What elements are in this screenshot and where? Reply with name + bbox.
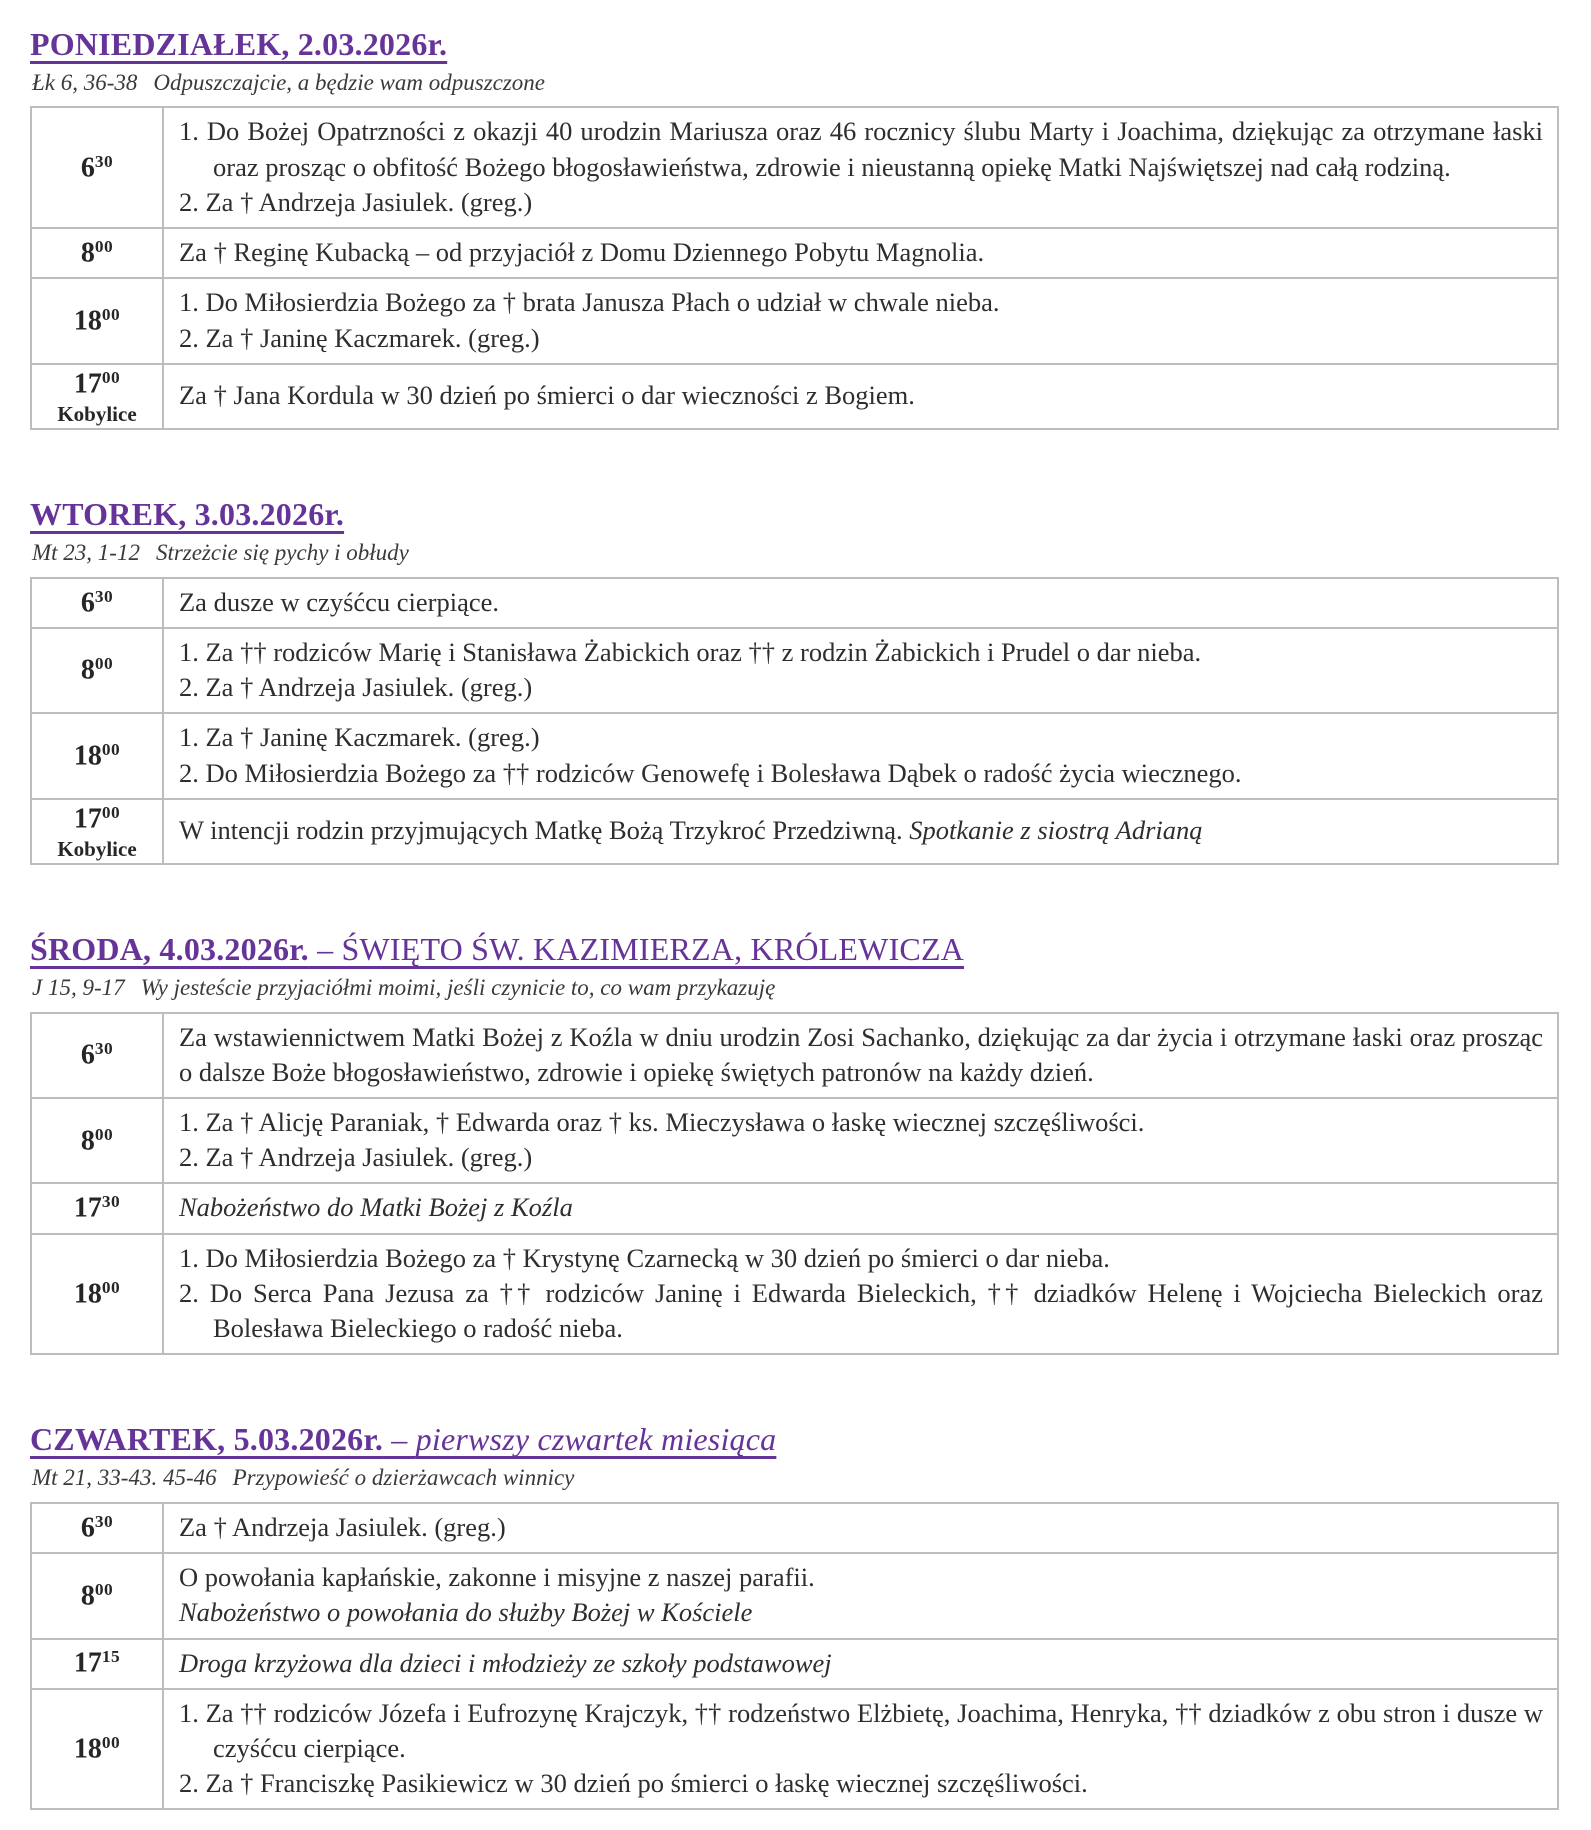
time-minutes: 00 xyxy=(101,802,121,822)
time-cell xyxy=(31,799,163,864)
intention-line xyxy=(179,235,1543,270)
intentions-cell xyxy=(163,1553,1558,1638)
intention-line xyxy=(179,1560,1543,1595)
intention-text: Spotkanie z siostrą Adrianą xyxy=(909,815,1203,846)
intentions-cell xyxy=(163,228,1558,278)
intention-text: 2. Za † Andrzeja Jasiulek. (greg.) xyxy=(179,1142,533,1173)
intentions-cell xyxy=(163,1639,1558,1689)
intentions-cell xyxy=(163,1098,1558,1183)
intention-text: 2. Za † Andrzeja Jasiulek. (greg.) xyxy=(179,672,533,703)
reading-description: Strzeżcie się pychy i obłudy xyxy=(155,539,409,565)
table-row xyxy=(31,364,1558,429)
intentions-cell xyxy=(163,628,1558,713)
time-cell xyxy=(31,228,163,278)
day-heading-underline xyxy=(30,1421,776,1457)
intention-line xyxy=(179,756,1543,791)
reading-line xyxy=(32,974,1559,1002)
time-minutes: 00 xyxy=(94,1579,114,1599)
time-hour: 18 xyxy=(73,740,102,772)
intention-line xyxy=(179,1766,1543,1801)
time-hour: 18 xyxy=(73,305,102,337)
time-place: Kobylice xyxy=(57,837,137,862)
time-cell xyxy=(31,1234,163,1355)
mass-table xyxy=(30,1502,1559,1811)
time-hour: 17 xyxy=(73,1192,102,1224)
time-cell xyxy=(31,1553,163,1638)
day-heading xyxy=(30,1421,1559,1458)
reading-description: Przypowieść o dzierżawcach winnicy xyxy=(232,1465,575,1491)
time-minutes: 30 xyxy=(94,151,114,171)
time-hour: 6 xyxy=(80,587,95,619)
time-minutes: 00 xyxy=(101,739,121,759)
intention-line xyxy=(179,1140,1543,1175)
day-heading-segment: WTOREK, 3.03.2026r. xyxy=(30,496,345,533)
table-row xyxy=(31,1689,1558,1810)
intention-line xyxy=(179,285,1543,320)
time-hour: 17 xyxy=(73,1647,102,1679)
intention-text: O powołania kapłańskie, zakonne i misyjne z naszej parafii. xyxy=(179,1562,815,1593)
time-hour: 17 xyxy=(73,368,102,400)
reading-line xyxy=(32,539,1559,567)
time-minutes: 00 xyxy=(94,237,114,257)
table-row xyxy=(31,713,1558,798)
reading-reference: Mt 23, 1-12 xyxy=(32,539,140,565)
intention-text: 2. Za † Andrzeja Jasiulek. (greg.) xyxy=(179,186,533,217)
intention-line xyxy=(179,378,1543,413)
time-minutes: 00 xyxy=(94,654,114,674)
time-place: Kobylice xyxy=(57,402,137,427)
day-heading-segment: CZWARTEK, 5.03.2026r. xyxy=(30,1421,384,1458)
day-section xyxy=(30,26,1559,430)
intentions-cell xyxy=(163,578,1558,628)
day-heading-segment: – ŚWIĘTO ŚW. KAZIMIERZA, KRÓLEWICZA xyxy=(308,931,965,968)
time-minutes: 00 xyxy=(101,1732,121,1752)
day-section xyxy=(30,1421,1559,1810)
intention-line xyxy=(179,321,1543,356)
table-row xyxy=(31,578,1558,628)
mass-table xyxy=(30,577,1559,866)
time-minutes: 00 xyxy=(101,1277,121,1297)
intention-line xyxy=(179,1696,1543,1766)
table-row xyxy=(31,107,1558,228)
mass-table xyxy=(30,106,1559,430)
time-minutes: 00 xyxy=(101,304,121,324)
intention-line xyxy=(179,635,1543,670)
reading-reference: Łk 6, 36-38 xyxy=(32,69,138,95)
intention-text: Za wstawiennictwem Matki Bożej z Koźla w dniu urodzin Zosi Sachanko, dziękując za dar życia i otrzymane łaski oraz prosząc o dalsze Boże błogosławieństwo, zdrowie i opiekę świętych patronów na każdy dzień. xyxy=(179,1021,1543,1087)
day-heading xyxy=(30,496,1559,533)
time-cell xyxy=(31,1689,163,1810)
intention-text: 2. Za † Janinę Kaczmarek. (greg.) xyxy=(179,322,540,353)
intention-line xyxy=(179,1510,1543,1545)
intention-line xyxy=(179,1020,1543,1090)
intention-line xyxy=(179,1276,1543,1346)
time-minutes: 00 xyxy=(101,367,121,387)
table-row xyxy=(31,799,1558,864)
intentions-cell xyxy=(163,1013,1558,1098)
reading-line xyxy=(32,1464,1559,1492)
time-hour: 6 xyxy=(80,1039,95,1071)
day-heading-segment: ŚRODA, 4.03.2026r. xyxy=(30,931,309,968)
intention-line xyxy=(179,1190,1543,1225)
time-cell xyxy=(31,1183,163,1233)
intention-text: 1. Za †† rodziców Marię i Stanisława Żabickich oraz †† z rodzin Żabickich i Prudel o dar nieba. xyxy=(179,636,1202,667)
sections-container xyxy=(30,26,1559,1810)
intention-line xyxy=(179,1241,1543,1276)
time-hour: 8 xyxy=(80,1580,95,1612)
table-row xyxy=(31,228,1558,278)
time-cell xyxy=(31,1639,163,1689)
intentions-cell xyxy=(163,1183,1558,1233)
day-heading xyxy=(30,26,1559,63)
intention-text: Nabożeństwo o powołania do służby Bożej w Kościele xyxy=(179,1597,753,1628)
intentions-cell xyxy=(163,107,1558,228)
day-heading-underline xyxy=(30,931,964,967)
table-row xyxy=(31,1553,1558,1638)
intention-text: 1. Do Miłosierdzia Bożego za † Krystynę Czarnecką w 30 dzień po śmierci o dar nieba. xyxy=(179,1242,1110,1273)
time-cell xyxy=(31,278,163,363)
intention-text: 1. Za †† rodziców Józefa i Eufrozynę Krajczyk, †† rodzeństwo Elżbietę, Joachima, Henryka, †† dziadków z obu stron i dusze w czyśćcu cierpiące. xyxy=(179,1697,1543,1763)
intention-line xyxy=(179,720,1543,755)
table-row xyxy=(31,1234,1558,1355)
reading-description: Odpuszczajcie, a będzie wam odpuszczone xyxy=(153,69,546,95)
intentions-cell xyxy=(163,799,1558,864)
intention-line xyxy=(179,114,1543,184)
time-hour: 17 xyxy=(73,803,102,835)
intention-text: 1. Za † Alicję Paraniak, † Edwarda oraz † ks. Mieczysława o łaskę wiecznej szczęśliwości. xyxy=(179,1107,1145,1137)
intention-text: Droga krzyżowa dla dzieci i młodzieży ze szkoły podstawowej xyxy=(179,1647,832,1678)
day-heading-underline xyxy=(30,496,344,532)
intention-text: Za † Andrzeja Jasiulek. (greg.) xyxy=(179,1511,506,1542)
time-hour: 18 xyxy=(73,1733,102,1765)
intentions-cell xyxy=(163,1503,1558,1553)
day-section xyxy=(30,931,1559,1355)
day-section xyxy=(30,496,1559,865)
day-heading-segment: – xyxy=(383,1421,416,1458)
bulletin-page xyxy=(30,26,1559,1810)
time-hour: 6 xyxy=(80,152,95,184)
time-cell xyxy=(31,1503,163,1553)
time-minutes: 00 xyxy=(94,1124,114,1144)
intention-text: 1. Za † Janinę Kaczmarek. (greg.) xyxy=(179,722,540,753)
intention-line xyxy=(179,585,1543,620)
time-hour: 8 xyxy=(80,237,95,269)
intention-line xyxy=(179,185,1543,220)
time-hour: 18 xyxy=(73,1278,102,1310)
intention-text: Za † Reginę Kubacką – od przyjaciół z Domu Dziennego Pobytu Magnolia. xyxy=(179,237,985,268)
intention-line xyxy=(179,1646,1543,1681)
intention-text: Za † Jana Kordula w 30 dzień po śmierci o dar wieczności z Bogiem. xyxy=(179,380,915,411)
intention-text: 1. Do Bożej Opatrzności z okazji 40 urodzin Mariusza oraz 46 rocznicy ślubu Marty i Joachima, dziękując za otrzymane łaski oraz prosząc o obfitość Bożego błogosławieństwa, zdrowie i nieustanną opiekę Matki Najświętszej nad całą rodziną. xyxy=(179,116,1543,182)
table-row xyxy=(31,1098,1558,1183)
table-row xyxy=(31,278,1558,363)
reading-reference: J 15, 9-17 xyxy=(32,974,125,1000)
reading-line xyxy=(32,69,1559,97)
time-cell xyxy=(31,1098,163,1183)
intentions-cell xyxy=(163,1689,1558,1810)
time-minutes: 30 xyxy=(94,1511,114,1531)
time-minutes: 30 xyxy=(101,1192,121,1212)
intention-text: 2. Do Miłosierdzia Bożego za †† rodziców Genowefę i Bolesława Dąbek o radość życia wiecznego. xyxy=(179,757,1242,788)
time-cell xyxy=(31,578,163,628)
time-hour: 8 xyxy=(80,654,95,686)
day-heading-segment: pierwszy czwartek miesiąca xyxy=(415,1421,777,1458)
table-row xyxy=(31,1183,1558,1233)
time-cell xyxy=(31,713,163,798)
reading-description: Wy jesteście przyjaciółmi moimi, jeśli czynicie to, co wam przykazuję xyxy=(140,974,776,1000)
intention-line xyxy=(179,813,1543,848)
time-cell xyxy=(31,628,163,713)
day-heading-underline xyxy=(30,26,447,62)
table-row xyxy=(31,1013,1558,1098)
intentions-cell xyxy=(163,713,1558,798)
intention-text: Za dusze w czyśćcu cierpiące. xyxy=(179,586,500,617)
intention-line xyxy=(179,670,1543,705)
intentions-cell xyxy=(163,278,1558,363)
intentions-cell xyxy=(163,1234,1558,1355)
table-row xyxy=(31,628,1558,713)
intention-line xyxy=(179,1105,1543,1140)
reading-reference: Mt 21, 33-43. 45-46 xyxy=(32,1465,217,1491)
time-minutes: 30 xyxy=(94,1039,114,1059)
time-minutes: 15 xyxy=(101,1647,121,1667)
intention-text: 1. Do Miłosierdzia Bożego za † brata Janusza Płach o udział w chwale nieba. xyxy=(179,287,1000,318)
intention-text: Nabożeństwo do Matki Bożej z Koźla xyxy=(179,1192,573,1223)
time-cell xyxy=(31,107,163,228)
time-cell xyxy=(31,364,163,429)
mass-table xyxy=(30,1012,1559,1356)
intention-text: 2. Za † Franciszkę Pasikiewicz w 30 dzień po śmierci o łaskę wiecznej szczęśliwości. xyxy=(179,1768,1088,1799)
table-row xyxy=(31,1503,1558,1553)
intention-line xyxy=(179,1595,1543,1630)
table-row xyxy=(31,1639,1558,1689)
intention-text: 2. Do Serca Pana Jezusa za †† rodziców Janinę i Edwarda Bieleckich, †† dziadków Helenę i Wojciecha Bieleckich oraz Bolesława Bieleckiego o radość nieba. xyxy=(179,1277,1543,1344)
time-minutes: 30 xyxy=(94,586,114,606)
time-hour: 6 xyxy=(80,1512,95,1544)
intention-text: W intencji rodzin przyjmujących Matkę Bożą Trzykroć Przedziwną. xyxy=(179,815,910,846)
day-heading xyxy=(30,931,1559,968)
time-cell xyxy=(31,1013,163,1098)
time-hour: 8 xyxy=(80,1125,95,1157)
intentions-cell xyxy=(163,364,1558,429)
day-heading-segment: PONIEDZIAŁEK, 2.03.2026r. xyxy=(30,26,448,62)
